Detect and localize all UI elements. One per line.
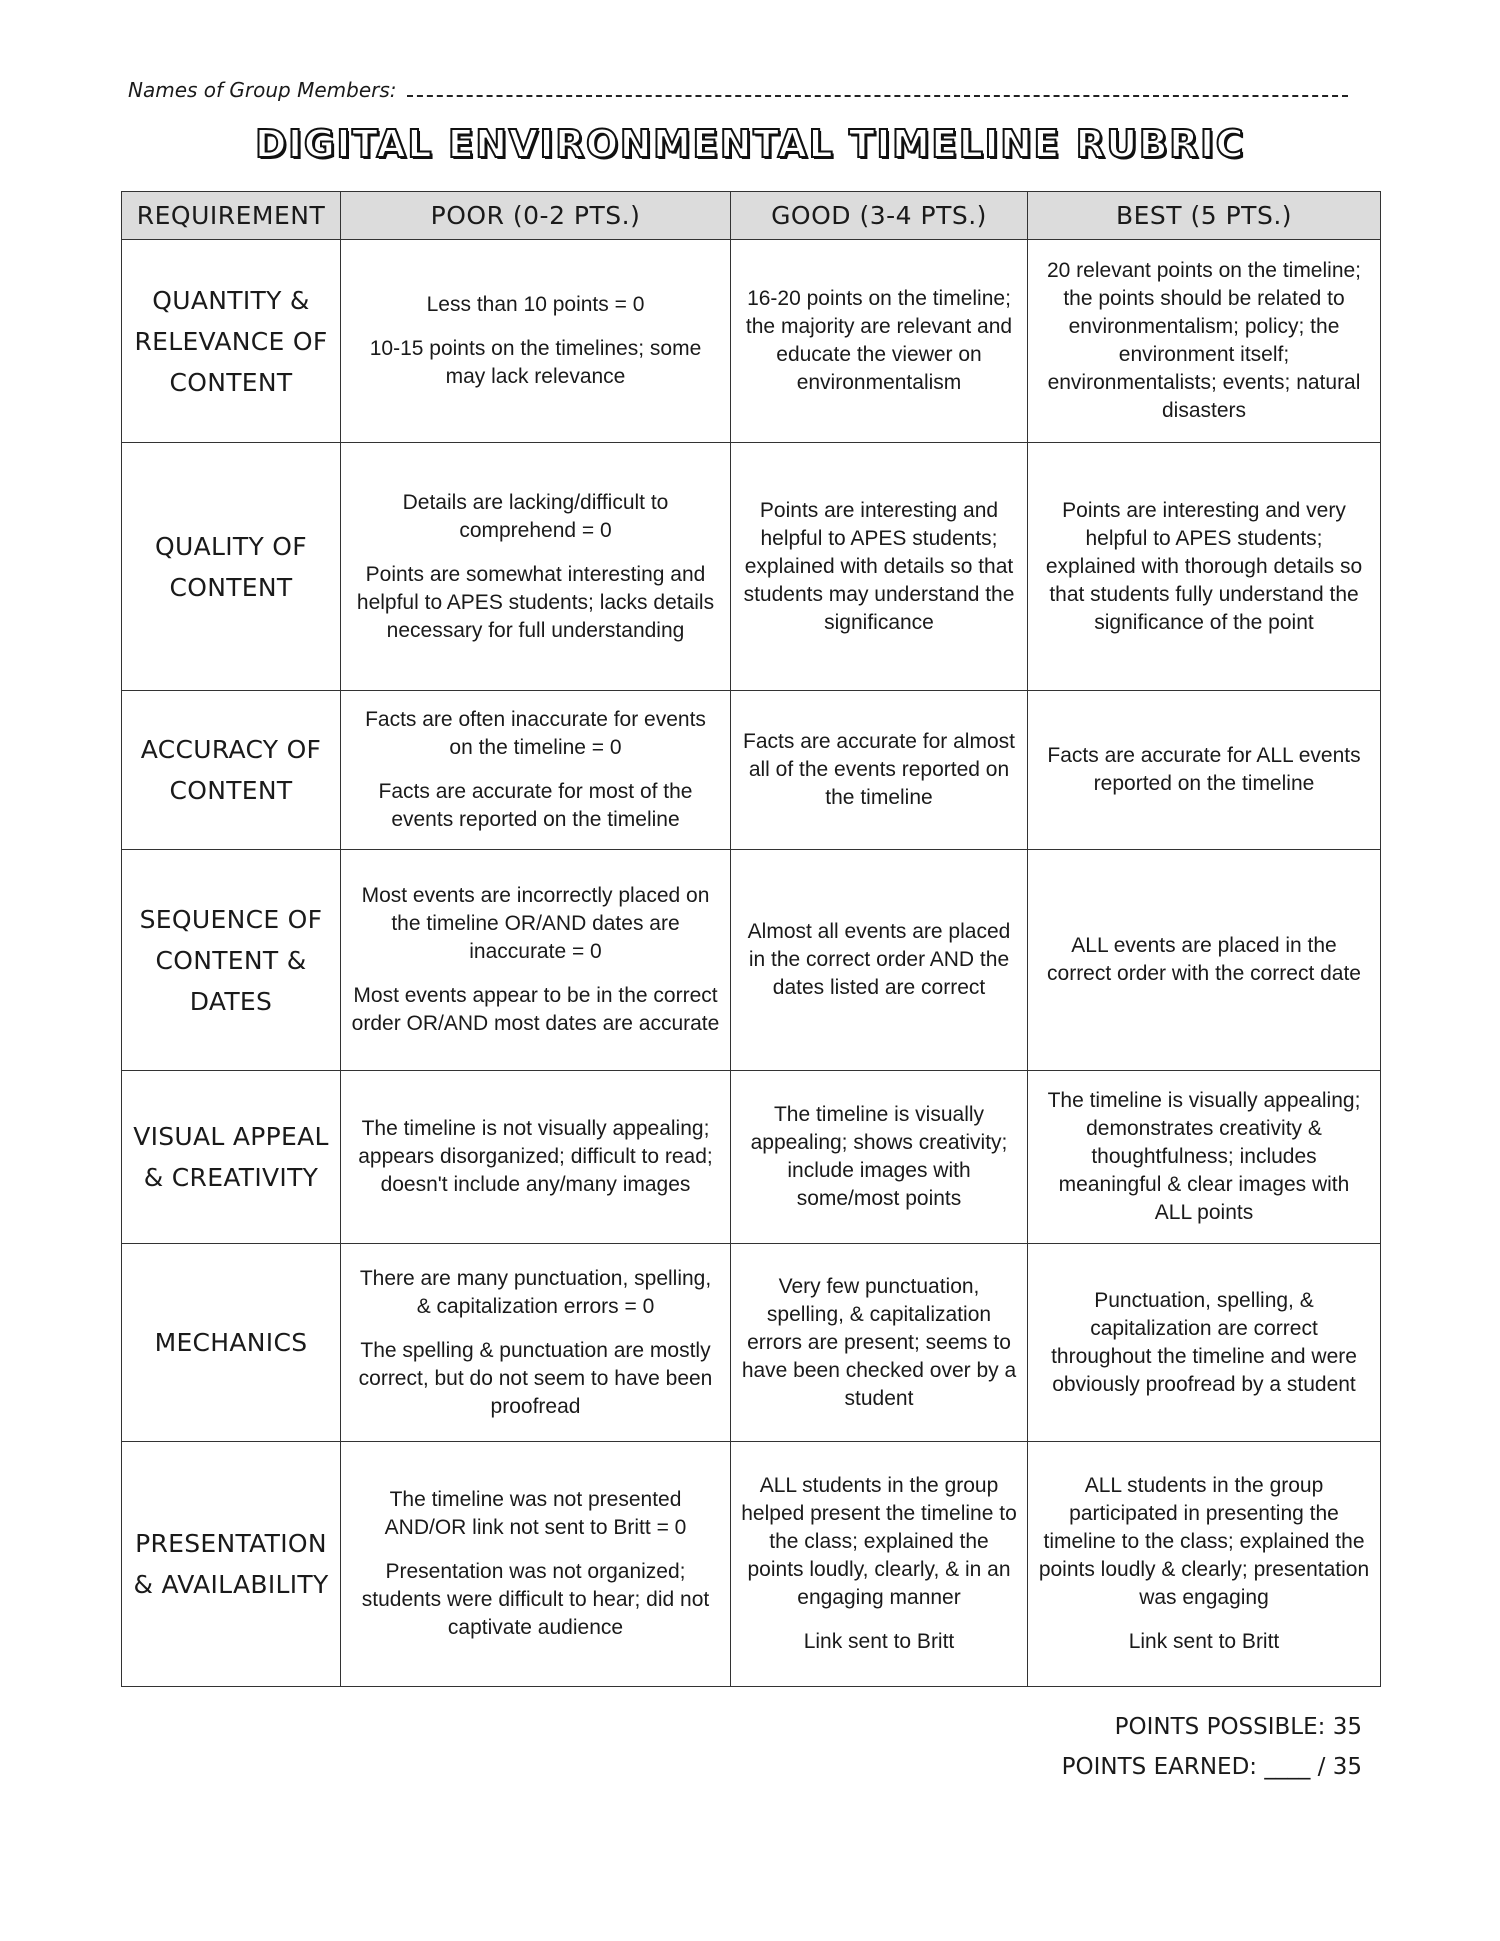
rubric-row xyxy=(122,850,1381,1071)
requirement-cell xyxy=(122,1071,341,1244)
good-cell xyxy=(731,1442,1028,1687)
best-cell xyxy=(1028,1071,1381,1244)
best-cell xyxy=(1028,1244,1381,1442)
poor-criteria-text: The timeline was not presented AND/OR link not sent to Britt = 0 xyxy=(384,1488,687,1539)
col-header-requirement: REQUIREMENT xyxy=(122,192,341,240)
best-cell xyxy=(1028,691,1381,850)
names-label: Names of Group Members: xyxy=(128,78,397,102)
poor-criteria-text: Points are somewhat interesting and helpful to APES students; lacks details necessary for full understanding xyxy=(356,562,715,642)
poor-criteria-text: 10-15 points on the timelines; some may lack relevance xyxy=(369,337,702,388)
points-earned: POINTS EARNED: ____ / 35 xyxy=(1061,1754,1362,1780)
poor-cell xyxy=(341,1244,731,1442)
best-criteria-text: Punctuation, spelling, & capitalization are correct throughout the timeline and were obviously proofread by a student xyxy=(1051,1288,1357,1396)
best-criteria-text: Link sent to Britt xyxy=(1128,1630,1280,1653)
requirement-line: & AVAILABILITY xyxy=(133,1570,329,1599)
header-row xyxy=(122,192,1381,240)
poor-cell xyxy=(341,850,731,1071)
good-cell xyxy=(731,240,1028,443)
requirement-line: DATES xyxy=(189,986,273,1016)
best-criteria-text: ALL events are placed in the correct order with the correct date xyxy=(1047,934,1361,985)
good-criteria-text: Facts are accurate for almost all of the events reported on the timeline xyxy=(743,730,1015,809)
col-header-best: BEST (5 PTS.) xyxy=(1028,192,1381,240)
good-criteria-text: Almost all events are placed in the correct order AND the dates listed are correct xyxy=(747,920,1011,999)
names-blank[interactable] xyxy=(407,81,1348,97)
requirement-line: SEQUENCE OF xyxy=(139,904,323,934)
best-criteria-text: Points are interesting and very helpful to APES students; explained with thorough details so that students fully understand the significance of the point xyxy=(1045,498,1363,634)
best-cell xyxy=(1028,850,1381,1071)
requirement-line: CONTENT xyxy=(169,572,293,602)
requirement-line: CONTENT xyxy=(169,776,293,805)
requirement-line: PRESENTATION xyxy=(135,1529,327,1558)
best-criteria-text: 20 relevant points on the timeline; the points should be related to environmentalism; policy; the environment itself; environmentalists; events; natural disasters xyxy=(1046,259,1362,422)
group-members-line xyxy=(128,78,1348,102)
good-cell xyxy=(731,443,1028,691)
requirement-cell xyxy=(122,1244,341,1442)
good-criteria-text: ALL students in the group helped present the timeline to the class; explained the points loudly, clearly, & in an engaging manner xyxy=(741,1474,1017,1609)
good-cell xyxy=(731,1244,1028,1442)
best-criteria-text: Facts are accurate for ALL events reported on the timeline xyxy=(1047,744,1361,795)
good-criteria-text: Very few punctuation, spelling, & capitalization errors are present; seems to have been checked over by a student xyxy=(741,1274,1017,1410)
rubric-row xyxy=(122,443,1381,691)
good-criteria-text: Link sent to Britt xyxy=(803,1630,955,1653)
good-cell xyxy=(731,850,1028,1071)
poor-criteria-text: Details are lacking/difficult to comprehend = 0 xyxy=(402,490,669,542)
requirement-cell xyxy=(122,1442,341,1687)
requirement-line: CONTENT & xyxy=(155,945,307,975)
good-criteria-text: Points are interesting and helpful to APES students; explained with details so that students may understand the significance xyxy=(743,498,1015,634)
rubric-row xyxy=(122,691,1381,850)
rubric-row xyxy=(122,1071,1381,1244)
col-header-good: GOOD (3-4 PTS.) xyxy=(731,192,1028,240)
poor-criteria-text: Facts are often inaccurate for events on the timeline = 0 xyxy=(365,708,706,759)
requirement-line: CONTENT xyxy=(169,367,293,397)
poor-criteria-text: The spelling & punctuation are mostly correct, but do not seem to have been proofread xyxy=(358,1338,713,1418)
requirement-line: VISUAL APPEAL xyxy=(133,1122,329,1151)
poor-criteria-text: Less than 10 points = 0 xyxy=(426,293,645,316)
requirement-cell xyxy=(122,443,341,691)
best-cell xyxy=(1028,1442,1381,1687)
rubric-table xyxy=(121,191,1381,1687)
poor-cell xyxy=(341,443,731,691)
requirement-cell xyxy=(122,691,341,850)
best-cell xyxy=(1028,240,1381,443)
poor-criteria-text: Facts are accurate for most of the events reported on the timeline xyxy=(378,780,693,831)
poor-cell xyxy=(341,240,731,443)
rubric-row xyxy=(122,1442,1381,1687)
good-criteria-text: 16-20 points on the timeline; the majority are relevant and educate the viewer on environmentalism xyxy=(745,287,1013,394)
page-title: DIGITAL ENVIRONMENTAL TIMELINE RUBRIC xyxy=(255,122,1245,166)
requirement-line: MECHANICS xyxy=(154,1328,308,1357)
poor-cell xyxy=(341,1442,731,1687)
rubric-row xyxy=(122,1244,1381,1442)
points-possible: POINTS POSSIBLE: 35 xyxy=(1114,1714,1362,1740)
requirement-line: QUANTITY & xyxy=(152,285,310,315)
poor-criteria-text: Most events are incorrectly placed on the timeline OR/AND dates are inaccurate = 0 xyxy=(361,884,710,963)
score-totals xyxy=(1062,1707,1362,1787)
requirement-line: ACCURACY OF xyxy=(140,735,322,764)
best-cell xyxy=(1028,443,1381,691)
poor-criteria-text: Presentation was not organized; students were difficult to hear; did not captivate audience xyxy=(361,1560,710,1639)
requirement-line: QUALITY OF xyxy=(155,531,307,561)
poor-cell xyxy=(341,1071,731,1244)
poor-criteria-text: There are many punctuation, spelling, & capitalization errors = 0 xyxy=(359,1266,712,1318)
requirement-line: RELEVANCE OF xyxy=(134,326,328,356)
best-criteria-text: ALL students in the group participated in presenting the timeline to the class; explained the points loudly & clearly; presentation was engaging xyxy=(1038,1474,1370,1609)
requirement-cell xyxy=(122,850,341,1071)
requirement-line: & CREATIVITY xyxy=(143,1163,319,1192)
poor-criteria-text: The timeline is not visually appealing; appears disorganized; difficult to read; doesn't include any/many images xyxy=(358,1117,713,1196)
col-header-poor: POOR (0-2 PTS.) xyxy=(341,192,731,240)
good-criteria-text: The timeline is visually appealing; shows creativity; include images with some/most points xyxy=(750,1103,1008,1210)
rubric-row xyxy=(122,240,1381,443)
good-cell xyxy=(731,1071,1028,1244)
poor-cell xyxy=(341,691,731,850)
poor-criteria-text: Most events appear to be in the correct order OR/AND most dates are accurate xyxy=(351,984,720,1035)
requirement-cell xyxy=(122,240,341,443)
best-criteria-text: The timeline is visually appealing; demonstrates creativity & thoughtfulness; includes meaningful & clear images with ALL points xyxy=(1047,1089,1361,1224)
good-cell xyxy=(731,691,1028,850)
